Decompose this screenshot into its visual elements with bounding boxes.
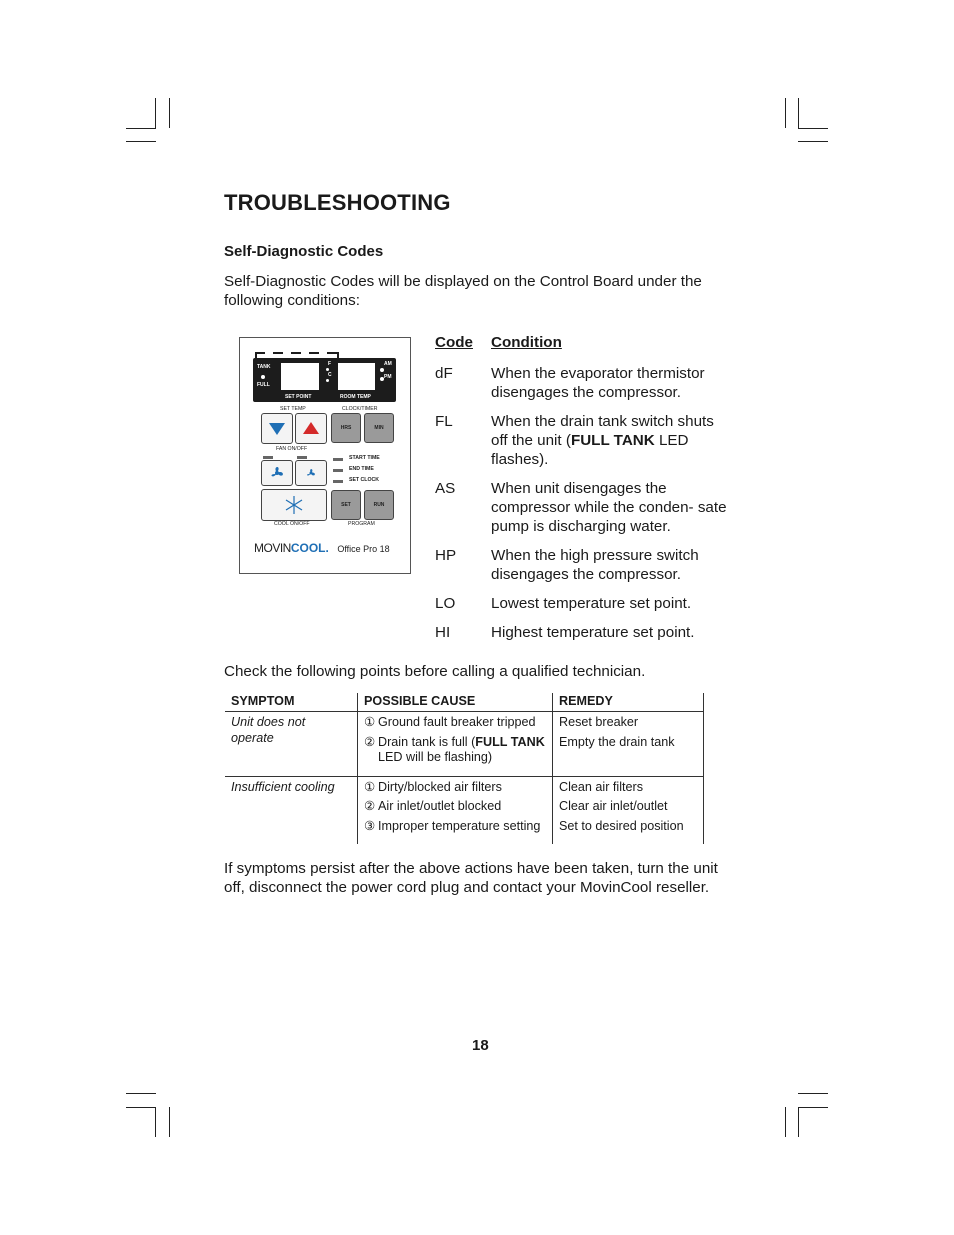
cause-item [364,819,546,835]
remedy-item: Clean air filters [559,779,643,794]
model-name: Office Pro 18 [337,544,390,554]
min-button [364,413,394,443]
code-condition: Highest temperature set point. [491,624,695,641]
cause-number: ③ [364,818,376,833]
min-label: MIN [374,425,384,431]
code-value: FL [435,413,453,430]
snowflake-icon [262,490,326,520]
cause-item [364,735,546,766]
remedy-header: REMEDY [553,693,704,712]
code-value: dF [435,365,453,382]
fan-on-off-label: FAN ON/OFF [276,446,308,452]
check-paragraph: Check the following points before calling a qualified technician. [224,663,646,680]
full-tank-label: FULL TANK [475,734,545,749]
code-value: LO [435,595,456,612]
fan-led-icon [263,456,273,459]
tank-label: TANK [257,364,271,370]
code-value: HI [435,624,451,641]
cause-cell [358,712,553,777]
arrow-up-icon [296,414,326,443]
diagnostic-codes-list [435,333,735,652]
full-tank-label: FULL TANK [570,432,655,449]
end-time-label: END TIME [349,466,374,472]
page-number: 18 [472,1037,489,1054]
f-label: F [328,361,332,367]
remedy-cell [553,712,704,777]
table-row [225,712,704,777]
set-clock-led-icon [333,480,343,483]
fan-high-button [261,460,293,486]
remedy-item: Set to desired position [559,818,684,833]
cause-text: Ground fault breaker tripped [378,715,536,729]
code-row-hi [435,623,735,642]
condition-header: Condition [491,334,562,351]
table-header-row [225,693,704,712]
set-button [331,490,361,520]
fan-low-button [295,460,327,486]
cause-text: Air inlet/outlet blocked [378,799,502,813]
pm-label: PM [384,374,392,380]
run-button [364,490,394,520]
intro-paragraph: Self-Diagnostic Codes will be displayed on the Control Board under the following conditions: [224,273,702,309]
cool-button [261,489,327,521]
page-title: TROUBLESHOOTING [224,190,451,215]
cause-text [378,735,546,766]
cool-on-off-label: COOL ON/OFF [274,521,310,527]
code-row-fl [435,412,735,469]
am-led-icon [380,368,384,372]
possible-cause-header: POSSIBLE CAUSE [358,693,553,712]
code-condition [491,412,731,469]
cause-cell [358,776,553,844]
condition-text: When the drain tank switch shuts off the unit ( [491,413,714,449]
cause-text-part: LED will be flashing) [378,750,493,764]
cause-number: ① [364,779,376,794]
lcd-display [253,358,396,402]
start-time-label: START TIME [349,455,380,461]
remedy-item: Reset breaker [559,715,639,729]
fan-icon [262,461,292,485]
fan-low-led-icon [297,456,307,459]
cause-number: ② [364,734,376,749]
program-label: PROGRAM [348,521,375,527]
cause-text-part: Drain tank is full ( [378,734,476,749]
control-board-illustration [239,337,411,574]
arrow-down-icon [262,414,292,443]
brand-cool: COOL [290,541,326,555]
closing-paragraph: If symptoms persist after the above actions have been taken, turn the unit off, disconnect the power cord plug and contact your MovinCool reseller. [224,860,718,896]
symptom-cell: Unit does not operate [225,712,358,777]
condition-text: LED flashes). [491,432,689,468]
cause-text: Improper temperature setting [378,818,541,833]
room-temp-window [338,363,375,390]
fan-small-icon [296,461,326,485]
cause-item [364,780,546,796]
am-label: AM [384,361,392,367]
troubleshooting-table [225,693,704,844]
section-heading: Self-Diagnostic Codes [224,243,384,260]
code-condition: When the high pressure switch disengages the compressor. [491,547,699,583]
code-row-hp [435,546,735,584]
cause-number: ② [364,799,376,813]
code-row-df [435,364,735,402]
brand-logo [254,539,390,557]
room-temp-label: ROOM TEMP [340,394,371,400]
symptom-cell: Insufficient cooling [231,779,335,794]
set-point-label: SET POINT [285,394,312,400]
set-clock-label: SET CLOCK [349,477,379,483]
cause-number: ① [364,715,376,729]
full-label: FULL [257,382,270,388]
remedy-cell [553,776,704,844]
f-led-icon [326,368,329,371]
start-time-led-icon [333,458,343,461]
code-value: AS [435,480,456,497]
brand-dot: . [325,541,329,555]
temp-up-button [295,413,327,444]
code-condition: Lowest temperature set point. [491,595,692,612]
code-row-lo [435,594,735,613]
code-header: Code [435,334,473,351]
clock-timer-label: CLOCK/TIMER [342,406,378,412]
end-time-led-icon [333,469,343,472]
code-row-as [435,479,735,536]
set-temp-label: SET TEMP [280,406,306,412]
code-value: HP [435,547,457,564]
brand-movin: MOVIN [254,541,291,555]
code-condition: When unit disengages the compressor while the conden- sate pump is discharging water. [491,480,727,535]
run-label: RUN [373,502,385,508]
symptom-header: SYMPTOM [225,693,358,712]
hrs-label: HRS [340,425,352,431]
code-condition: When the evaporator thermistor disengages the compressor. [491,365,705,401]
temp-down-button [261,413,293,444]
set-point-window [281,363,319,390]
tank-led-icon [261,375,265,379]
codes-header [435,333,735,352]
c-led-icon [326,379,329,382]
c-label: C [328,372,332,378]
remedy-item: Clear air inlet/outlet [559,799,668,813]
remedy-item: Empty the drain tank [559,734,675,749]
table-row [225,776,704,844]
cause-item [364,715,546,731]
set-label: SET [341,502,351,508]
cause-text: Dirty/blocked air filters [378,779,502,794]
cause-item [364,799,546,815]
hrs-button [331,413,361,443]
